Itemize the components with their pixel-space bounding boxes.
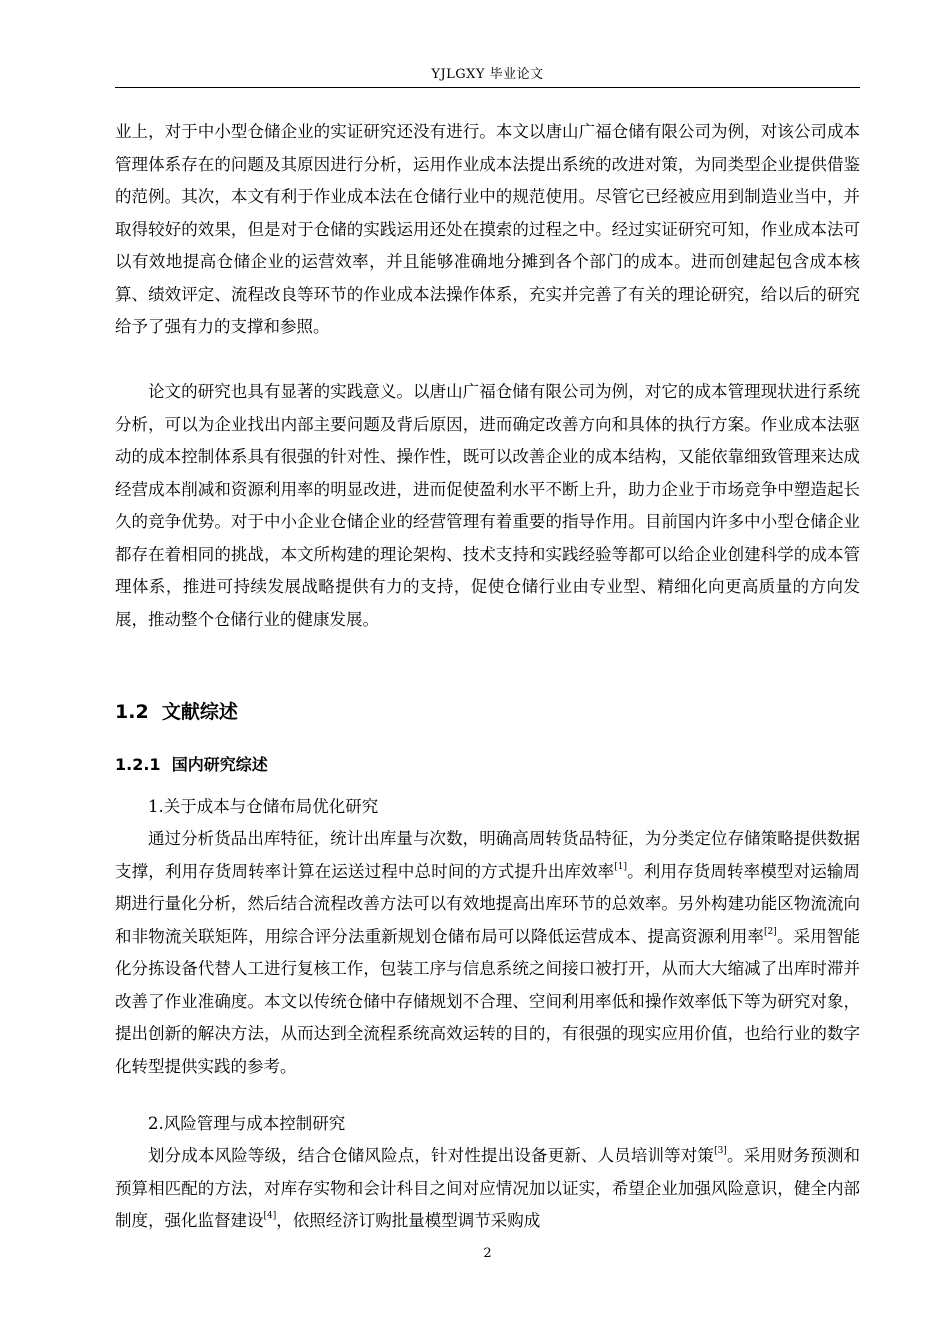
text-segment: 。利用存货周转率模型对运输周期进行量化分析，然后结合流程改善方法可以有效地提高出库环节的总效率。另外构建功能区物流流向和非物流关联矩阵，用综合评分法重新规划仓储布局可以降低运营成本、提高资源利用率 xyxy=(115,861,861,946)
topic-heading-risk: 2.风险管理与成本控制研究 xyxy=(148,1114,346,1133)
text-segment: ，依照经济订购批量模型调节采购成 xyxy=(276,1211,541,1230)
paragraph-significance-theory: 业上，对于中小型仓储企业的实证研究还没有进行。本文以唐山广福仓储有限公司为例，对该公司成本管理体系存在的问题及其原因进行分析，运用作业成本法提出系统的改进对策，为同类型企业提供借鉴的范例。其次，本文有利于作业成本法在仓储行业中的规范使用。尽管它已经被应用到制造业当中，并取得较好的效果，但是对于仓储的实践运用还处在摸索的过程之中。经过实证研究可知，作业成本法可以有效地提高仓储企业的运营效率，并且能够准确地分摊到各个部门的成本。进而创建起包含成本核算、绩效评定、流程改良等环节的作业成本法操作体系，充实并完善了有关的理论研究，给以后的研究给予了强有力的支撑和参照。 xyxy=(115,122,860,336)
page-header: YJLGXY 毕业论文 xyxy=(431,67,544,82)
citation-ref: [3] xyxy=(714,1146,727,1156)
paragraph-risk-review xyxy=(115,1140,860,1238)
text-segment: 。采用财务预测和预算相匹配的方法，对库存实物和会计科目之间对应情况加以证实，希望企业加强风险意识，健全内部制度，强化监督建设 xyxy=(115,1146,861,1230)
text-segment: 划分成本风险等级，结合仓储风险点，针对性提出设备更新、人员培训等对策 xyxy=(148,1146,715,1165)
subsection-title: 国内研究综述 xyxy=(171,755,268,774)
citation-ref: [4] xyxy=(263,1211,277,1221)
citation-ref: [2] xyxy=(764,926,777,937)
subsection-number: 1.2.1 xyxy=(115,755,161,774)
citation-ref: [1] xyxy=(614,861,628,872)
text-segment: 通过分析货品出库特征，统计出库量与次数，明确高周转货品特征，为分类定位存储策略提供数据支撑，利用存货周转率计算在运送过程中总时间的方式提升出库效率 xyxy=(115,829,860,881)
section-heading xyxy=(115,696,238,728)
page-number: 2 xyxy=(483,1246,492,1261)
paragraph-layout-review xyxy=(115,823,860,1083)
subsection-heading xyxy=(115,751,268,779)
text-segment: 。采用智能化分拣设备代替人工进行复核工作，包装工序与信息系统之间接口被打开，从而大大缩减了出库时滞并改善了作业准确度。本文以传统仓储中存储规划不合理、空间利用率低和操作效率低下等为研究对象，提出创新的解决方法，从而达到全流程系统高效运转的目的，有很强的现实应用价值，也给行业的数字化转型提供实践的参考。 xyxy=(115,926,861,1076)
section-number: 1.2 xyxy=(115,701,149,723)
paragraph-significance-practice: 论文的研究也具有显著的实践意义。以唐山广福仓储有限公司为例，对它的成本管理现状进行系统分析，可以为企业找出内部主要问题及背后原因，进而确定改善方向和具体的执行方案。作业成本法驱动的成本控制体系具有很强的针对性、操作性，既可以改善企业的成本结构，又能依靠细致管理来达成经营成本削减和资源利用率的明显改进，进而促使盈利水平不断上升，助力企业于市场竞争中塑造起长久的竞争优势。对于中小企业仓储企业的经营管理有着重要的指导作用。目前国内许多中小型仓储企业都存在着相同的挑战，本文所构建的理论架构、技术支持和实践经验等都可以给企业创建科学的成本管理体系，推进可持续发展战略提供有力的支持，促使仓储行业由专业型、精细化向更高质量的方向发展，推动整个仓储行业的健康发展。 xyxy=(115,382,860,629)
section-title: 文献综述 xyxy=(161,701,238,723)
topic-heading-layout: 1.关于成本与仓储布局优化研究 xyxy=(148,797,379,816)
header-rule xyxy=(115,87,860,88)
